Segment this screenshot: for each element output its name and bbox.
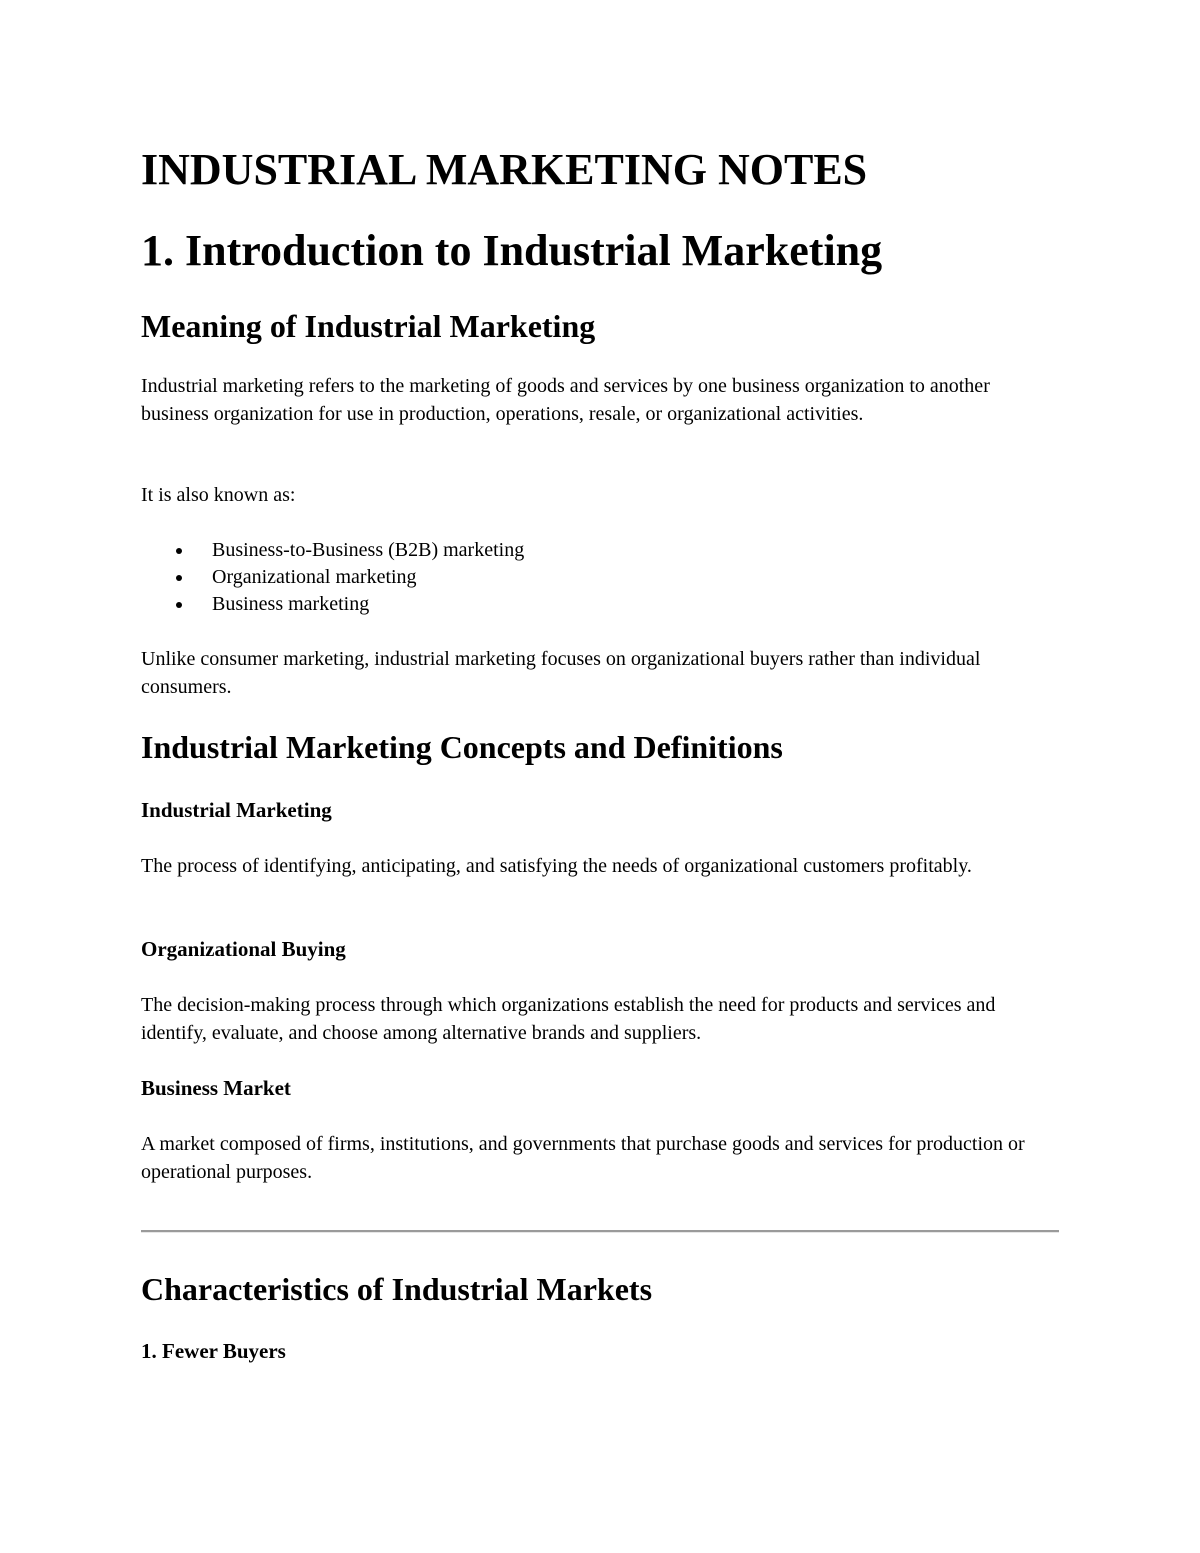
term-definition: A market composed of firms, institutions, and governments that purchase goods and services for production or operational purposes. bbox=[141, 1133, 1025, 1183]
term-heading: Business Market bbox=[141, 1076, 291, 1100]
list-item bbox=[141, 537, 524, 564]
list-item-text: Organizational marketing bbox=[212, 566, 417, 588]
list-item bbox=[141, 564, 524, 591]
section-heading-introduction: 1. Introduction to Industrial Marketing bbox=[141, 226, 883, 275]
also-known-as-paragraph: It is also known as: bbox=[141, 484, 296, 506]
term-heading: Industrial Marketing bbox=[141, 798, 332, 822]
term-heading: Organizational Buying bbox=[141, 937, 346, 961]
subsection-heading-concepts: Industrial Marketing Concepts and Definitions bbox=[141, 729, 783, 765]
subsection-heading-meaning: Meaning of Industrial Marketing bbox=[141, 308, 596, 344]
document-title: INDUSTRIAL MARKETING NOTES bbox=[141, 145, 868, 194]
meaning-paragraph: Industrial marketing refers to the marketing of goods and services by one business organization to another business organization for use in production, operations, resale, or organizational activities. bbox=[141, 375, 990, 425]
list-item bbox=[141, 591, 524, 618]
consumer-contrast-paragraph: Unlike consumer marketing, industrial marketing focuses on organizational buyers rather than individual consumers. bbox=[141, 648, 981, 698]
horizontal-divider bbox=[141, 1230, 1059, 1233]
bullet-icon bbox=[176, 575, 182, 581]
term-definition: The process of identifying, anticipating, and satisfying the needs of organizational customers profitably. bbox=[141, 855, 972, 877]
bullet-icon bbox=[176, 602, 182, 608]
section-heading-characteristics: Characteristics of Industrial Markets bbox=[141, 1271, 653, 1307]
list-item-text: Business-to-Business (B2B) marketing bbox=[212, 539, 525, 561]
list-item-text: Business marketing bbox=[212, 593, 370, 615]
characteristic-heading: 1. Fewer Buyers bbox=[141, 1339, 286, 1363]
term-definition: The decision-making process through which organizations establish the need for products and services and identify, evaluate, and choose among alternative brands and suppliers. bbox=[141, 994, 996, 1044]
aliases-list bbox=[141, 537, 524, 618]
bullet-icon bbox=[176, 548, 182, 554]
